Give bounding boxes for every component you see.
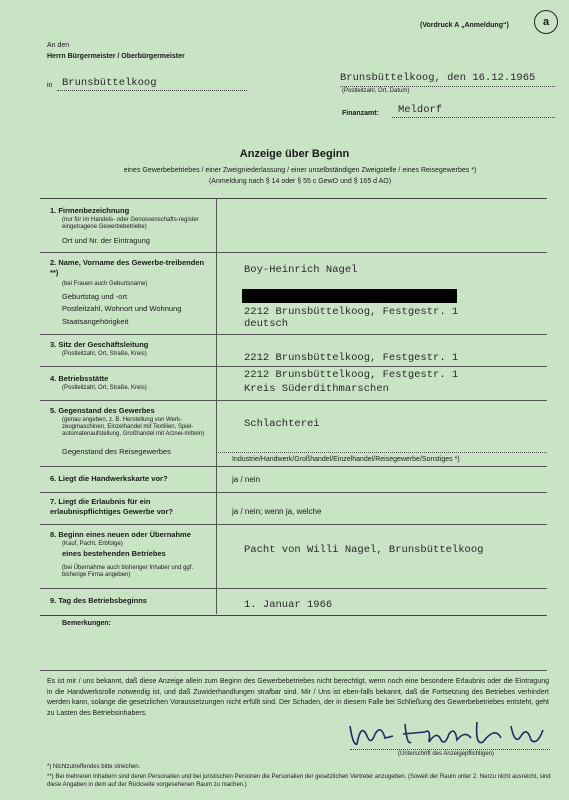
s2-name-value: Boy-Heinrich Nagel xyxy=(244,264,358,276)
form-subtitle: eines Gewerbebetriebes / einer Zweigniederlassung / einer unselbständigen Zweigstelle / eines Reisegewerbes *) xyxy=(123,167,477,174)
place-date-caption: (Postleitzahl, Ort, Datum) xyxy=(342,88,410,94)
footnote-2: **) Bei mehreren Inhabern sind deren Personalien und bei juristischen Personen die Personalien der gesetzlichen Vertreter anzugeben. (Soweit der Raum unter 2. hierzu nicht ausreicht, sind diese Angaben in dem auf der Rückseite vorgesehenen Raum zu machen.) xyxy=(47,774,551,788)
s3-sub: (Postleitzahl, Ort, Straße, Kreis) xyxy=(62,351,147,357)
s8-line2: eines bestehenden Betriebes xyxy=(62,549,166,558)
s2-nationality-value: deutsch xyxy=(244,318,289,330)
s5-value: Schlachterei xyxy=(244,418,320,430)
bemerkungen-label: Bemerkungen: xyxy=(62,620,112,627)
column-divider xyxy=(216,198,217,614)
addressee-in-value: Brunsbüttelkoog xyxy=(62,77,157,89)
s2-l1: Geburtstag und -ort xyxy=(62,292,128,301)
s4-value-1: 2212 Brunsbüttelkoog, Festgestr. 1 xyxy=(244,369,459,381)
s1-line2: Ort und Nr. der Eintragung xyxy=(62,236,150,245)
s8-sub: (Kauf, Pacht, Erbfolge) xyxy=(62,541,123,547)
finanzamt-value: Meldorf xyxy=(398,104,443,116)
s4-value-2: Kreis Süderdithmarschen xyxy=(244,383,389,395)
s4-title: 4. Betriebsstätte xyxy=(50,374,109,383)
place-date-value: Brunsbüttelkoog, den 16.12.1965 xyxy=(340,72,536,84)
bemerkungen-bottom-line xyxy=(40,670,547,671)
s6-value: ja / nein xyxy=(232,475,261,484)
row-sep-7 xyxy=(40,524,547,525)
redaction-bar xyxy=(242,289,457,303)
s8-title: 8. Beginn eines neuen oder Übernahme xyxy=(50,530,191,539)
s1-sub: (nur für im Handels- oder Genossenschafts-register eingetragene Gewerbebetriebe) xyxy=(62,217,199,230)
s7-title: 7. Liegt die Erlaubnis für ein erlaubnispflichtiges Gewerbe vor? xyxy=(50,497,173,516)
s2-l2: Postleitzahl, Wohnort und Wohnung xyxy=(62,304,182,313)
form-letter-circle xyxy=(534,10,558,34)
s3-value: 2212 Brunsbüttelkoog, Festgestr. 1 xyxy=(244,352,459,364)
addressee-in-label: in xyxy=(47,82,53,89)
row-sep-4 xyxy=(40,400,547,401)
s2-sub: (bei Frauen auch Geburtsname) xyxy=(62,281,148,287)
addressee-an-den: An den xyxy=(47,42,70,49)
s2-l3: Staatsangehörigkeit xyxy=(62,317,129,326)
row-sep-6 xyxy=(40,492,547,493)
row-sep-8 xyxy=(40,588,547,589)
s6-title: 6. Liegt die Handwerkskarte vor? xyxy=(50,474,168,483)
s7-value: ja / nein; wenn ja, welche xyxy=(232,507,322,516)
s9-value: 1. Januar 1966 xyxy=(244,599,333,611)
signature-line xyxy=(350,749,550,751)
row-sep-5 xyxy=(40,466,547,467)
form-subtitle-2: (Anmeldung nach § 14 oder § 55 c GewO und § 165 d AO) xyxy=(208,178,392,185)
form-letter: a xyxy=(542,16,550,28)
addressee-in-line xyxy=(57,90,247,92)
s2-title: 2. Name, Vorname des Gewerbe-treibenden **) xyxy=(50,258,205,277)
finanzamt-label: Finanzamt: xyxy=(342,110,379,117)
s1-title: 1. Firmenbezeichnung xyxy=(50,206,130,215)
s5-options: Industrie/Handwerk/Großhandel/Einzelhandel/Reisegewerbe/Sonstiges *) xyxy=(232,456,460,463)
s2-address-value: 2212 Brunsbüttelkoog, Festgestr. 1 xyxy=(244,306,459,318)
s5-sub: (genau angeben, z. B. Herstellung von Werk-zeugmaschinen, Einzelhandel mit Textilien, Spiel-automatenaufstellung, Großhandel mit Arznei-mitteln) xyxy=(62,417,205,437)
form-title: Anzeige über Beginn xyxy=(239,148,350,160)
signature-image xyxy=(345,716,555,750)
s8-value: Pacht von Willi Nagel, Brunsbüttelkoog xyxy=(244,544,484,556)
finanzamt-line xyxy=(392,117,555,119)
s5-line2: Gegenstand des Reisegewerbes xyxy=(62,447,171,456)
s4-sub: (Postleitzahl, Ort, Straße, Kreis) xyxy=(62,385,147,391)
form-code: (Vordruck A „Anmeldung“) xyxy=(420,22,509,29)
row-sep-1 xyxy=(40,252,547,253)
row-sep-2 xyxy=(40,334,547,335)
footnote-1: *) Nichtzutreffendes bitte streichen. xyxy=(47,764,141,770)
addressee-herrn: Herrn Bürgermeister / Oberbürgermeister xyxy=(47,53,185,60)
s8-sub2: (bei Übernahme auch bisheriger Inhaber und ggf. bisherige Firma angeben) xyxy=(62,565,194,578)
declaration-text: Es ist mir / uns bekannt, daß diese Anzeige allein zum Beginn des Gewerbebetriebes nicht berechtigt, wenn noch eine besondere Erlaubnis oder die Eintragung in die Handwerksrolle notwendig ist, und daß Zuwiderhandlungen strafbar sind. Mir / Uns ist eben-falls bekannt, daß die Fortsetzung des Betriebes verhindert werden kann, solange die gesetzlichen Voraussetzungen nicht erfüllt sind. Der Schaden, der in diesem Falle bei Schließung des Gewerbebetriebes entsteht, geht zu Lasten des Betriebsinhabers. xyxy=(47,678,549,717)
signature-caption: (Unterschrift des Anzeigepflichtigen) xyxy=(398,751,495,757)
s3-title: 3. Sitz der Geschäftsleitung xyxy=(50,340,149,349)
row-5-inner-line xyxy=(216,452,547,454)
row-sep-3 xyxy=(40,366,547,367)
s5-title: 5. Gegenstand des Gewerbes xyxy=(50,406,155,415)
s9-title: 9. Tag des Betriebsbeginns xyxy=(50,596,147,605)
